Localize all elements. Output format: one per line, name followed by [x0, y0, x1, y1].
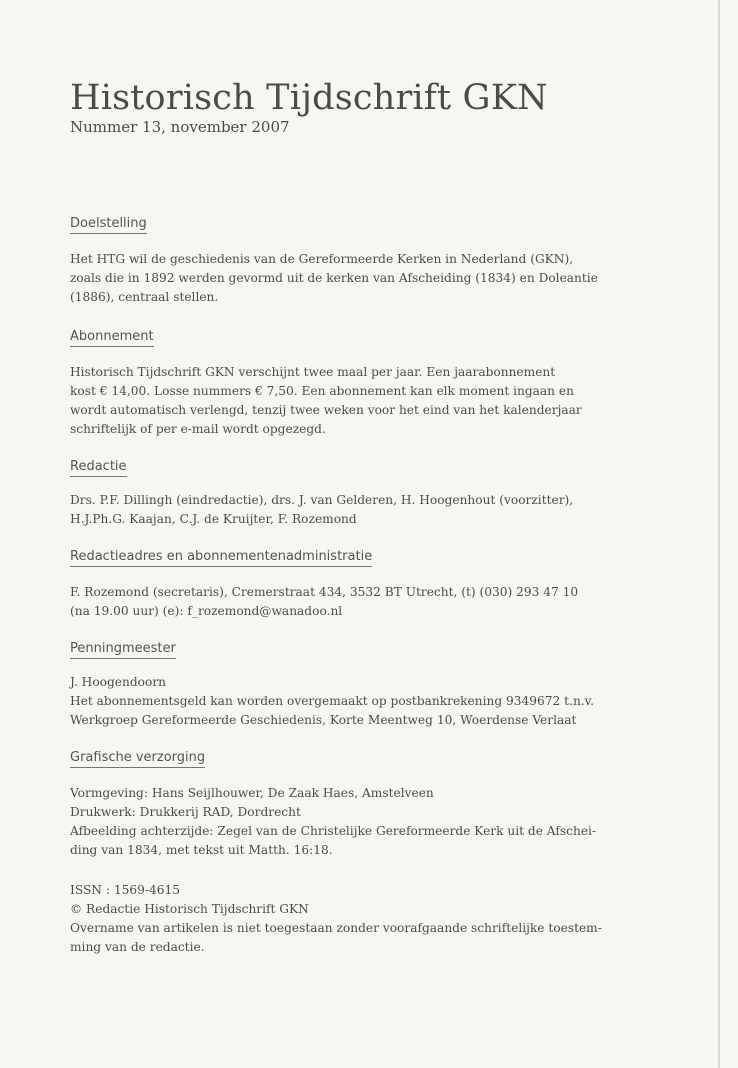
- issn-line: ISSN : 1569-4615: [70, 883, 180, 897]
- abonnement-line-4: schriftelijk of per e-mail wordt opgezegd.: [70, 422, 326, 436]
- page-title: Historisch Tijdschrift GKN: [70, 78, 548, 118]
- abonnement-line-1: Historisch Tijdschrift GKN verschijnt twee maal per jaar. Een jaarabonnement: [70, 365, 556, 379]
- redactie-line-1: Drs. P.F. Dillingh (eindredactie), drs. J. van Gelderen, H. Hoogenhout (voorzitter),: [70, 493, 574, 507]
- section-doelstelling: [70, 214, 670, 307]
- section-title-doelstelling: Doelstelling: [70, 215, 147, 234]
- reproduction-line-1: Overname van artikelen is niet toegestaan zonder voorafgaande schriftelijke toestem-: [70, 921, 602, 935]
- section-grafische-verzorging: [70, 748, 670, 860]
- penningmeester-line-3: Werkgroep Gereformeerde Geschiedenis, Korte Meentweg 10, Woerdense Verlaat: [70, 713, 577, 727]
- grafische-line-1: Vormgeving: Hans Seijlhouwer, De Zaak Haes, Amstelveen: [70, 786, 434, 800]
- page-content: [70, 78, 670, 957]
- colophon: [70, 881, 670, 957]
- section-title-abonnement: Abonnement: [70, 328, 154, 347]
- doelstelling-line-2: zoals die in 1892 werden gevormd uit de kerken van Afscheiding (1834) en Doleantie: [70, 271, 598, 285]
- grafische-line-3: Afbeelding achterzijde: Zegel van de Christelijke Gereformeerde Kerk uit de Afschei-: [70, 824, 597, 838]
- redactieadres-line-1: F. Rozemond (secretaris), Cremerstraat 434, 3532 BT Utrecht, (t) (030) 293 47 10: [70, 585, 579, 599]
- doelstelling-line-1: Het HTG wil de geschiedenis van de Gereformeerde Kerken in Nederland (GKN),: [70, 252, 574, 266]
- penningmeester-line-2: Het abonnementsgeld kan worden overgemaakt op postbankrekening 9349672 t.n.v.: [70, 694, 594, 708]
- copyright-line: © Redactie Historisch Tijdschrift GKN: [70, 902, 309, 916]
- section-title-redactie: Redactie: [70, 458, 127, 477]
- grafische-line-4: ding van 1834, met tekst uit Matth. 16:18.: [70, 843, 333, 857]
- reproduction-line-2: ming van de redactie.: [70, 940, 205, 954]
- redactie-line-2: H.J.Ph.G. Kaajan, C.J. de Kruijter, F. Rozemond: [70, 512, 357, 526]
- issue-subtitle: Nummer 13, november 2007: [70, 118, 290, 136]
- abonnement-line-2: kost € 14,00. Losse nummers € 7,50. Een abonnement kan elk moment ingaan en: [70, 384, 574, 398]
- section-title-redactieadres: Redactieadres en abonnementenadministratie: [70, 548, 372, 567]
- abonnement-line-3: wordt automatisch verlengd, tenzij twee weken voor het eind van het kalenderjaar: [70, 403, 582, 417]
- page-edge-line: [718, 0, 720, 1068]
- grafische-line-2: Drukwerk: Drukkerij RAD, Dordrecht: [70, 805, 301, 819]
- doelstelling-line-3: (1886), centraal stellen.: [70, 290, 219, 304]
- section-title-grafische-verzorging: Grafische verzorging: [70, 749, 205, 768]
- section-redactieadres: [70, 547, 670, 621]
- section-penningmeester: [70, 639, 670, 730]
- section-redactie: [70, 457, 670, 529]
- section-abonnement: [70, 327, 670, 439]
- penningmeester-line-1: J. Hoogendoorn: [70, 675, 167, 689]
- section-title-penningmeester: Penningmeester: [70, 640, 176, 659]
- redactieadres-line-2: (na 19.00 uur) (e): f_rozemond@wanadoo.nl: [70, 604, 343, 618]
